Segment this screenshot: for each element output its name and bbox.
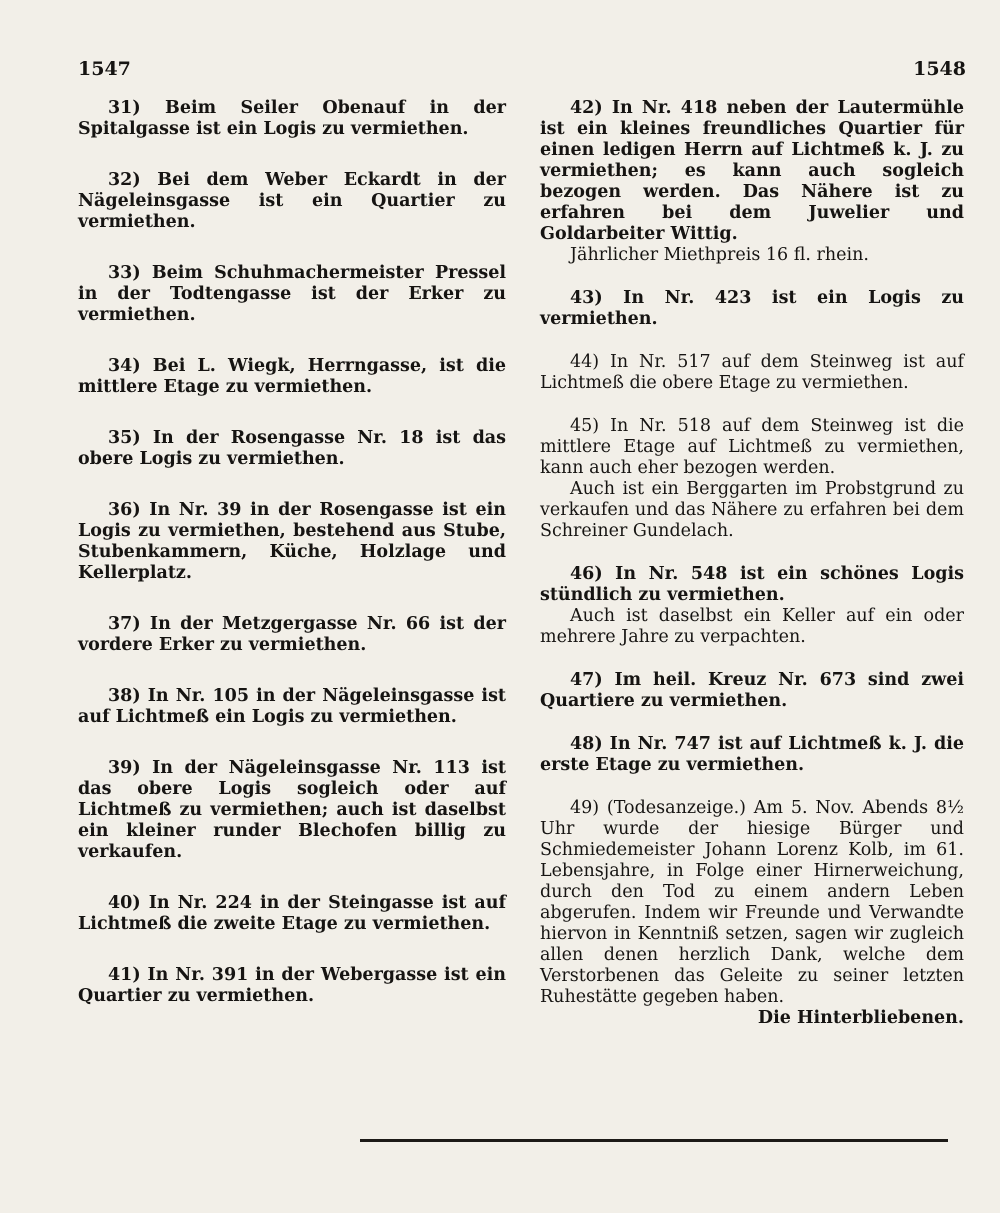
notice-35: 35) In der Rosengasse Nr. 18 ist das obere Logis zu vermiethen. — [78, 428, 506, 469]
notice-45: 45) In Nr. 518 auf dem Steinweg ist die mittlere Etage auf Lichtmeß zu vermiethen, kann auch eher bezogen werden. Auch ist ein Berggarten im Probstgrund zu verkaufen und das Nähere zu erfahren bei dem Schreiner Gundelach. — [540, 416, 964, 541]
notice-47: 47) Im heil. Kreuz Nr. 673 sind zwei Quartiere zu vermiethen. — [540, 670, 964, 711]
death-notice-signature: Die Hinterbliebenen. — [757, 1008, 964, 1028]
closing-rule — [360, 1139, 948, 1142]
notice-43: 43) In Nr. 423 ist ein Logis zu vermiethen. — [540, 288, 964, 329]
notice-39: 39) In der Nägeleinsgasse Nr. 113 ist das obere Logis sogleich oder auf Lichtmeß zu vermiethen; auch ist daselbst ein kleiner runder Blechofen billig zu verkaufen. — [78, 758, 506, 862]
page-number-left: 1547 — [78, 58, 131, 80]
notice-44: 44) In Nr. 517 auf dem Steinweg ist auf Lichtmeß die obere Etage zu vermiethen. — [540, 352, 964, 393]
notice-46: 46) In Nr. 548 ist ein schönes Logis stündlich zu vermiethen. Auch ist daselbst ein Keller auf ein oder mehrere Jahre zu verpachten. — [540, 564, 964, 647]
notice-38: 38) In Nr. 105 in der Nägeleinsgasse ist auf Lichtmeß ein Logis zu vermiethen. — [78, 686, 506, 727]
notice-31: 31) Beim Seiler Obenauf in der Spitalgasse ist ein Logis zu vermiethen. — [78, 98, 506, 139]
notice-40: 40) In Nr. 224 in der Steingasse ist auf Lichtmeß die zweite Etage zu vermiethen. — [78, 893, 506, 934]
notice-34: 34) Bei L. Wiegk, Herrngasse, ist die mittlere Etage zu vermiethen. — [78, 356, 506, 397]
notice-48: 48) In Nr. 747 ist auf Lichtmeß k. J. die erste Etage zu vermiethen. — [540, 734, 964, 775]
notice-42: 42) In Nr. 418 neben der Lautermühle ist ein kleines freundliches Quartier für einen ledigen Herrn auf Lichtmeß k. J. zu vermiethen; es kann auch sogleich bezogen werden. Das Nähere ist zu erfahren bei dem Juwelier und Goldarbeiter Wittig. Jährlicher Miethpreis 16 fl. rhein. — [540, 98, 964, 265]
notice-32: 32) Bei dem Weber Eckardt in der Nägeleinsgasse ist ein Quartier zu vermiethen. — [78, 170, 506, 232]
notice-36: 36) In Nr. 39 in der Rosengasse ist ein Logis zu vermiethen, bestehend aus Stube, Stubenkammern, Küche, Holzlage und Kellerplatz. — [78, 500, 506, 583]
notice-37: 37) In der Metzgergasse Nr. 66 ist der vordere Erker zu vermiethen. — [78, 614, 506, 655]
notice-33: 33) Beim Schuhmachermeister Pressel in der Todtengasse ist der Erker zu vermiethen. — [78, 263, 506, 325]
left-column — [78, 98, 506, 1037]
notice-49-death-notice: 49) (Todesanzeige.) Am 5. Nov. Abends 8½ Uhr wurde der hiesige Bürger und Schmiedemeister Johann Lorenz Kolb, im 61. Lebensjahre, in Folge einer Hirnerweichung, durch den Tod zu einem andern Leben abgerufen. Indem wir Freunde und Verwandte hiervon in Kenntniß setzen, sagen wir zugleich allen denen herzlich Dank, welche dem Verstorbenen das Geleite zu seiner letzten Ruhestätte gegeben haben. Die Hinterbliebenen. — [540, 798, 964, 1028]
page-number-right: 1548 — [913, 58, 966, 80]
notice-41: 41) In Nr. 391 in der Webergasse ist ein Quartier zu vermiethen. — [78, 965, 506, 1006]
right-column — [540, 98, 964, 1051]
